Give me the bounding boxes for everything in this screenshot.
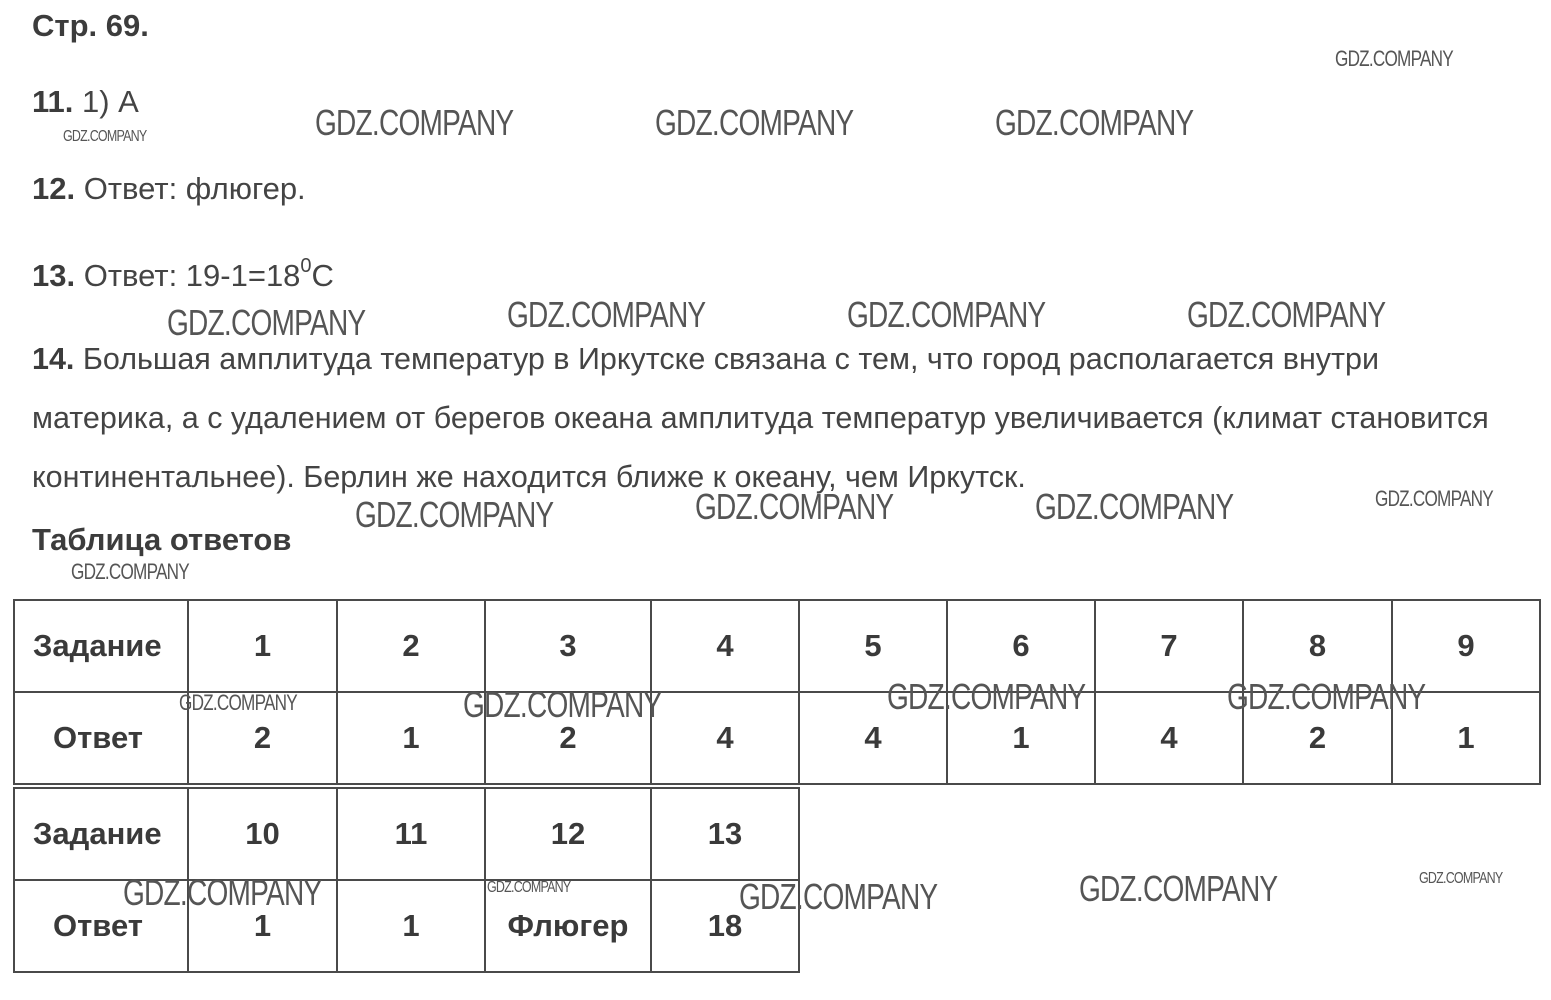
task-cell: 12 (485, 788, 651, 880)
task-cell: 3 (485, 600, 651, 692)
watermark: GDZ.COMPANY (463, 684, 662, 725)
watermark: GDZ.COMPANY (507, 294, 706, 335)
answer-cell: 2 (188, 692, 337, 784)
answer-row-label: Ответ (14, 692, 188, 784)
answer-cell: 1 (188, 880, 337, 972)
task-row-label: Задание (14, 788, 188, 880)
answer-cell: 1 (337, 880, 485, 972)
answer-12 (32, 171, 306, 207)
paragraph-text: Большая амплитуда температур в Иркутске связана с тем, что город располагается внутри материка, а с удалением от берегов океана амплитуда температур увеличивается (климат становится континентальнее). Берлин же находится ближе к океану, чем Иркутск. (32, 342, 1489, 494)
task-cell: 13 (651, 788, 799, 880)
watermark: GDZ.COMPANY (123, 872, 322, 913)
answer-cell: 4 (799, 692, 947, 784)
watermark: GDZ.COMPANY (1419, 870, 1503, 887)
watermark: GDZ.COMPANY (179, 690, 297, 715)
watermark: GDZ.COMPANY (63, 128, 147, 145)
watermark: GDZ.COMPANY (355, 494, 554, 535)
task-cell: 4 (651, 600, 799, 692)
answer-14-paragraph (32, 330, 1492, 507)
watermark: GDZ.COMPANY (1375, 486, 1493, 511)
answer-number: 14. (32, 342, 75, 376)
task-row (14, 788, 799, 880)
watermark: GDZ.COMPANY (167, 302, 366, 343)
answer-cell: 4 (1095, 692, 1243, 784)
watermark: GDZ.COMPANY (1227, 676, 1426, 717)
answer-cell: 1 (947, 692, 1095, 784)
answer-text: Ответ: 19-1=18 (75, 258, 301, 293)
watermark: GDZ.COMPANY (995, 102, 1194, 143)
task-cell: 2 (337, 600, 485, 692)
answer-number: 12. (32, 171, 76, 206)
answer-cell: Флюгер (485, 880, 651, 972)
watermark: GDZ.COMPANY (487, 879, 571, 896)
answer-text: Ответ: флюгер. (75, 171, 306, 206)
task-cell: 10 (188, 788, 337, 880)
watermark: GDZ.COMPANY (1035, 486, 1234, 527)
task-cell: 8 (1243, 600, 1392, 692)
watermark: GDZ.COMPANY (1079, 868, 1278, 909)
answer-cell: 2 (1243, 692, 1392, 784)
watermark: GDZ.COMPANY (1187, 294, 1386, 335)
table-heading: Таблица ответов (32, 522, 292, 557)
answer-cell: 2 (485, 692, 651, 784)
task-row-label: Задание (14, 600, 188, 692)
task-cell: 1 (188, 600, 337, 692)
watermark: GDZ.COMPANY (1335, 46, 1453, 71)
watermark: GDZ.COMPANY (655, 102, 854, 143)
task-cell: 11 (337, 788, 485, 880)
answer-unit: С (311, 258, 334, 293)
watermark: GDZ.COMPANY (847, 294, 1046, 335)
watermark: GDZ.COMPANY (739, 876, 938, 917)
task-cell: 6 (947, 600, 1095, 692)
task-cell: 5 (799, 600, 947, 692)
task-cell: 9 (1392, 600, 1540, 692)
answer-cell: 18 (651, 880, 799, 972)
watermark: GDZ.COMPANY (887, 676, 1086, 717)
page-title: Стр. 69. (32, 8, 149, 43)
watermark: GDZ.COMPANY (695, 486, 894, 527)
degree-superscript: 0 (300, 255, 312, 277)
answer-cell: 1 (1392, 692, 1540, 784)
answer-13 (32, 255, 334, 294)
answer-text: 1) А (73, 84, 139, 119)
watermark: GDZ.COMPANY (71, 559, 189, 584)
task-cell: 7 (1095, 600, 1243, 692)
watermark: GDZ.COMPANY (315, 102, 514, 143)
answer-11 (32, 84, 139, 120)
answer-number: 11. (32, 84, 74, 119)
answer-cell: 1 (337, 692, 485, 784)
answer-number: 13. (32, 258, 76, 293)
answer-cell: 4 (651, 692, 799, 784)
answer-row-label: Ответ (14, 880, 188, 972)
